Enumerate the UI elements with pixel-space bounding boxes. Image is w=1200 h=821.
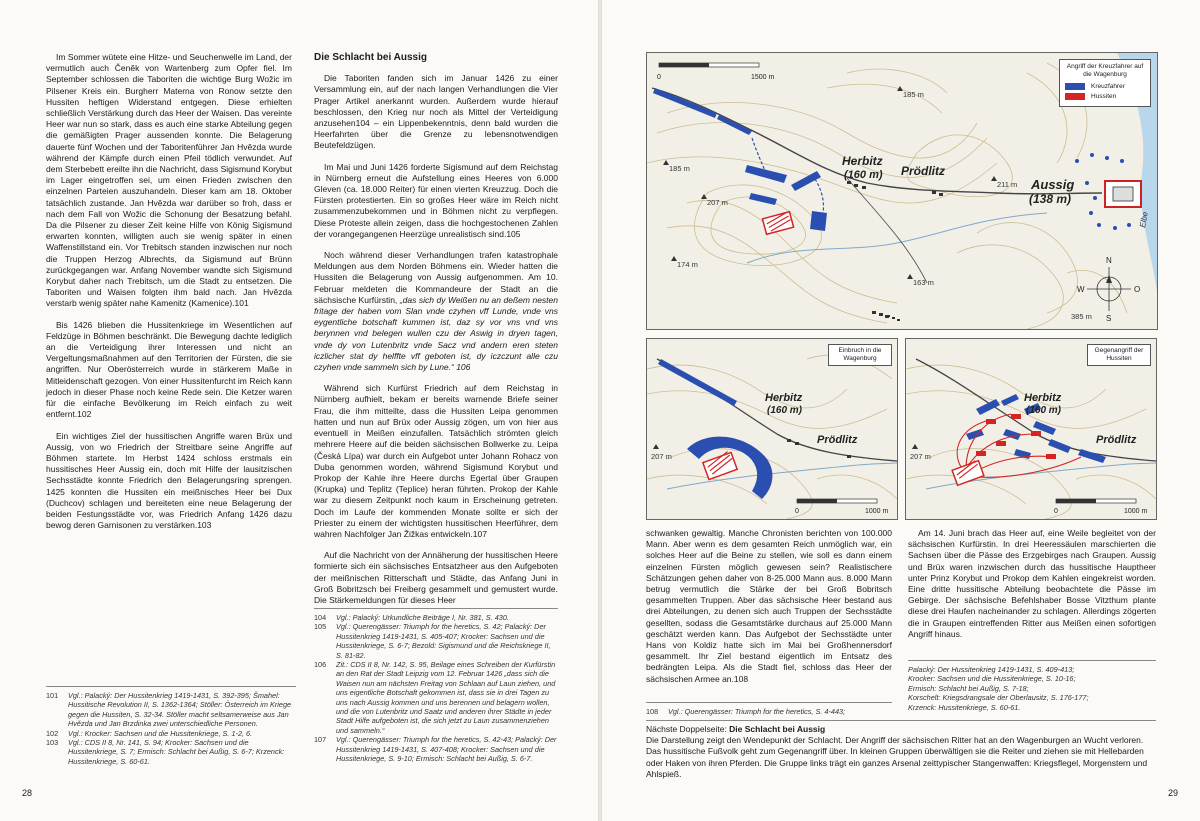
height-label: 207 m [910,452,931,461]
footnote [46,691,296,729]
scale-bar [797,499,877,503]
footnote-line: Krzenck: Hussitenkriege, S. 60-61. [908,702,1021,712]
town-houses [847,181,943,318]
height-label: 185 m [669,164,690,173]
height-label: 207 m [651,452,672,461]
paragraph: Im Mai und Juni 1426 forderte Sigismund auf dem Reichstag in Nürnberg erneut die Aufstellung eines Heeres von 6.000 Gleven (ca. 18.000 Reiter) für einen vierten Kreuzzug. Doch die Fürsten protestierten. Ein so großes Heer wäre im Reich nicht zusammenzubekommen und in Böhmen nicht zu verpflegen. Diese Proteste allein zeigen, dass die hochgestochenen Zahlen der vorangegangenen Heerzüge unrealistisch sind.105 [314,161,558,239]
footnote-line: Korschelt: Kriegsdrangsale der Oberlausitz, S. 176-177; [908,693,1089,703]
footnote-text: Vgl.: Krocker: Sachsen und die Hussitenkriege, S. 1-2, 6. [68,728,253,738]
page-number: 29 [1168,788,1179,798]
footnote-text: Vgl.: Palacký: Der Hussitenkrieg 1419-1431, S. 392-395; Šmahel: Hussitische Revolution II, S. 1362-1364; Stöller: Österreich im Kriege gegen die Hussiten, S. 32-34. Stöller macht seltsamerweise aus Jan Hvězda und Jan Brzdinka zwei unterschiedliche Personen. [68,691,292,729]
paragraph: schwanken gewaltig. Manche Chronisten berichten von 100.000 Mann. Aber wenn es dem gesamten Reich unmöglich war, ein solches Heer auf die Beine zu stellen, wie soll es dann einem einzelnen Fürsten möglich gewesen sein? Realistischere Schätzungen gehen daher von 8-25.000 Mann aus. 8.000 Mann betrug vermutlich die Stärke der bei Groß Bobritsch gesammelten Truppen. Aber das sächsische Heer bestand aus drei Abteilungen, zu denen sich auch Truppen der Sechsstädte gesellten, sodass die Gesamtstärke durchaus auf 25.000 Mann geschätzt werden kann. Das Aufgebot der Sechsstädte unter Hans von Koldiz hatte sich im Mai bei Großhennersdorf gesammelt. Ihr Ziel bestand eigentlich im Entsatz des bedrängten Leipa. Als die Stadt fiel, schloss das Heer der sächsischen Armee an.108 [646,528,892,684]
paragraph: Bis 1426 blieben die Hussitenkriege im Wesentlichen auf Feldzüge in Böhmen beschränkt. Die Bewegung dachte lediglich an die Verteidigung ihrer Interessen und nicht an Vergeltungsmaßnahmen auf den Territorien der Fürsten, die sie angriffen. Nur Oberösterreich wurde in stärkerem Maße in Mitleidenschaft gezogen. Von einer Hussitenfurcht im Reich kann jedoch in dieser Phase noch keine Rede sein. Die Ketzer waren für die einfache Bevölkerung im Reich einfach zu weit entfernt.102 [46,319,292,420]
legend-item-crusaders [1065,83,1145,90]
text-column-2 [314,52,558,616]
paragraph: Während sich Kurfürst Friedrich auf dem Reichstag in Nürnberg aufhielt, bekam er bereits warnende Briefe seiner Frau, die ihm mitteilte, dass die Hussiten Leipa genommen hatten und nun auf Brüx oder Aussig zögen, um von hier aus eventuell in Meißen einzufallen. Tatsächlich strömten gleich mehrere Heere auf die beiden sächsischen Bollwerke zu. Leipa (Česká Lípa) war durch ein Aufgebot unter Johann Rohacz von Duba genommen worden, während Sigismund Korybut und Prokop der Kahle ihre Heere durchs Egertal über Graupen (Krupka) und Teplitz (Teplice) heran führten. Prokop der Kahle war zu diesem Zeitpunkt noch kaum in Erscheinung getreten. Doch im Laufe der kommenden Monate sollte er sich der Priester zu einem der wichtigsten hussitischen Heerführer, dem wahren Nachfolger Jan Žižkas entwickeln.107 [314,383,558,539]
footnote-text: Vgl.: Querengässer: Triumph for the heretics, S. 42-43; Palacký: Der Hussitenkrieg 1419-1431, S. 407-408; Krocker: Sachsen und die Hussitenkriege, S. 9-10; Ermisch: Schlacht bei Außig, S. 6-7. [336,735,557,764]
scale-zero: 0 [657,74,661,81]
section-heading: Die Schlacht bei Aussig [314,52,427,63]
scale-zero: 0 [1054,508,1058,515]
herbitz-alt: (160 m) [767,405,803,416]
legend-label: Kreuzfahrer [1091,83,1125,90]
herbitz-label: Herbitz [842,154,883,168]
prodlitz-label: Prödlitz [901,164,945,178]
footnote-number: 103 [46,738,59,748]
compass-w: W [1077,285,1085,294]
footnote [314,660,558,735]
footnotes-col4 [908,660,1156,712]
main-battle-map [646,52,1158,330]
aussig-alt: (138 m) [1029,192,1072,206]
paragraph: Ein wichtiges Ziel der hussitischen Angriffe waren Brüx und Aussig, von wo Friedrich der Streitbare seine Angriffe auf Böhmen startete. Im Herbst 1424 schloss erstmals ein hussitisches Heer Aussig ein, doch mit Hilfe der lausitzischen Sechsstädte konnte Friedrich den Belagerungsring sprengen. 1425 konnten die Hussiten ein meißnisches Heer bei Dux (Duchcov) schlagen und bereiteten eine neue Belagerung der beiden Festungsstädte vor, was Friedrich Anfang 1426 dazu bewog deren Garnisonen zu verstärken.103 [46,430,292,531]
caption-title: Die Schlacht bei Aussig [729,724,826,734]
height-triangles [653,444,659,449]
hussite-wagenburg [703,451,737,480]
footnote-text: Vgl.: CDS II 8, Nr. 141, S. 94; Krocker: Sachsen und die Hussitenkriege, S. 7; Ermisch: Schlacht bei Außig, S. 6-7; Krzenck: Hussitenkriege, S. 60-61. [68,738,285,766]
caption-text: Die Darstellung zeigt den Wendepunkt der Schlacht. Der Angriff der sächsischen Ritter hat an den Wagenburgen an Wucht verloren. Das hussitische Fußvolk geht zum Gegenangriff über. In kleinen Gruppen überwältigen sie die Reiter und ziehen sie mit Hellebarden oder Haken von ihren Pferden. Die Gruppe links trägt ein ganzes Arsenal zeittypischer Stangenwaffen: Kriegsflegel, Morgenstern und Ahlspieß. [646,735,1148,779]
text-column-3 [646,528,892,695]
footnote-number: 102 [46,728,59,738]
herbitz-label: Herbitz [765,392,803,404]
herbitz-label: Herbitz [1024,392,1062,404]
scale-label: 1000 m [1124,508,1148,515]
aussig-city [1105,181,1141,207]
footnote-number: 105 [314,622,327,632]
footnote-number: 106 [314,660,327,670]
prodlitz-label: Prödlitz [817,434,858,446]
scale-bar [659,63,759,67]
inset-title-box: Gegenangriff der Hussiten [1087,344,1151,366]
scale-label: 1500 m [751,74,775,81]
paragraph [314,250,558,373]
figure-caption [646,720,1156,780]
inset-map-2-graphic [906,339,1156,519]
legend-title: Angriff der Kreuzfahrer auf die Wagenburg [1066,63,1144,78]
inset-map-breach [646,338,898,520]
aussig-label: Aussig [1031,177,1075,192]
river-label: Elbe [1138,211,1150,229]
footnote-text: Vgl.: Querengässer: Triumph for the heretics, S. 4-443; [668,707,846,716]
text-column-4 [908,528,1156,650]
height-label: 185 m [903,90,924,99]
scale-zero: 0 [795,508,799,515]
height-label: 163 m [913,278,934,287]
scale-bar [1056,499,1136,503]
footnote [46,738,296,766]
map-legend [1059,59,1151,107]
footnote-number: 101 [46,691,59,700]
footnotes-right-column [314,608,558,764]
compass-o: O [1134,285,1141,294]
height-label: 207 m [707,198,728,207]
legend-label: Hussiten [1091,93,1117,100]
footnote-number: 108 [646,707,659,716]
footnote-line: Ermisch: Schlacht bei Außig, S. 7-18; [908,683,1029,693]
footnote [314,613,558,622]
footnote-108 [646,702,892,716]
prodlitz-label: Prödlitz [1096,434,1137,446]
height-label: 174 m [677,260,698,269]
hussite-wagenburg [952,460,984,485]
height-triangles [912,444,918,449]
legend-swatch-blue [1065,83,1085,90]
page-number: 28 [22,788,33,798]
paragraph: Am 14. Juni brach das Heer auf, eine Weile begleitet von der sächsischen Kurfürstin. In drei Heeressäulen marschierten die Sachsen über die Pässe des Erzgebirges nach Graupen. Aussig und Brüx waren inzwischen durch das hussitische Hauptheer unter Prinz Korybut und Prokop dem Kahlen eingekreist worden. Eine dritte hussitische Abteilung beobachtete die Pässe im Gebirge. Der sächsische Befehlshaber Bosse Vitzthum plante diese drei Haufen nacheinander zu schlagen. Allerdings zögerten die in Graupen eintreffenden Ritter aus Meißen einen sofortigen Angriff hinaus. [908,528,1156,639]
footnote-line: Palacký: Der Hussitenkrieg 1419-1431, S. 409-413; [908,665,1075,674]
hussite-wagenburg [762,212,793,235]
herbitz-alt: (160 m) [844,169,883,181]
paragraph-text: Noch während dieser Verhandlungen trafen katastrophale Meldungen aus dem Norden Böhmens ein. Wieder hatten die Hussiten die Belagerung von Aussig aufgenommen. Am 10. Februar meldeten die Kommandeure der Stadt an die sächsische Kurfürstin, [314,250,558,305]
footnote-text: Zit.: CDS II 8, Nr. 142, S. 95, Beilage eines Schreiben der Kurfürstin an den Rat der Stadt Leipzig vom 12. Februar 1426 „dass sich die Waisen nun am nächsten Freitag von Schlaan auf Laun ziehen, und uns eigentliche Botschaft gekommen ist, dass sie in drei Tagen zu uns nach Aussig kommen und uns berennen und belagern wollen, und die von Lutenbritz und Saatz und anderen ihrer Städte in jeder Stadt Hilfe aufgeboten ist, die sich jetzt zu Laun zusammenziehen und sammeln.“ [336,660,556,735]
legend-item-hussites [1065,93,1145,100]
footnote-number: 107 [314,735,327,745]
road [847,178,927,283]
footnote [646,707,892,716]
inset-title-box: Einbruch in die Wagenburg [828,344,892,366]
text-column-1 [46,52,292,541]
paragraph: Im Sommer wütete eine Hitze- und Seuchenwelle im Land, der vermutlich auch Čeněk von Wartenberg zum Opfer fiel. Im September schlossen die Taboriten die wichtige Burg Wožic im Pilsener Kreis ein. Burgherr Materna von Ronow setzte den Hussiten heftigen Widerstand entgegen. Diese erhielten schließlich Verstärkung durch das Heer der Waisen. Das vereinte Heer war nun so stark, dass es auch eine starke Abteilung gegen die gemäßigten Prager aussenden konnte. Die Belagerung dauerte fünf Wochen und der Taboritenführer Jan Hvězda wurde während der Kämpfe durch einen Pfeil tödlich verwundet. Auf dem Sterbebett ereilte ihn die Nachricht, dass Sigismund Korybut im Lager eingetroffen sei, um einen Frieden zwischen den einzelnen Parteien auszuhandeln. Dieser kam am 18. Oktober tatsächlich zustande. Jan Hvězda war darüber so froh, dass er nach dem Fall von Wožic die Schonung der Besatzung befahl. Da die Pilsener zu dieser Zeit keine Hilfe von König Sigismund erwarten konnten, willigten auch sie wenig später in einen Waffenstillstand ein. Vor Trebitsch standen inzwischen nur noch die Truppen Herzog Albrechts, da Sigismund auf Brünn zurückgegangen war. Anfang November wandte sich Sigismund Korybut daher nach Trebitsch, um die Stadt zu entsetzen. Die Taboriten und Waisen folgten ihm bald nach. Jan Hvězda verstarb wenig später nahe Kamenitz (Kamenice).101 [46,52,292,309]
crusader-column [653,88,752,135]
footnote-text: Vgl.: Querengässer: Triumph for the heretics, S. 42; Palacký: Der Hussitenkrieg 1419-1431, S. 405-407; Krocker: Sachsen und die Hussitenkriege, S. 6-7; Bezold: Sigismund und die Reichskriege II, S. 81-82. [336,622,551,660]
footnote-number: 104 [314,613,327,622]
height-label: 211 m [997,180,1018,189]
footnote [46,729,296,738]
inset-map-1-graphic [647,339,897,519]
footnote [314,735,558,763]
contour-lines [647,355,897,519]
compass-n: N [1106,256,1112,265]
footnote-line: Krocker: Sachsen und die Hussitenkriege, S. 10-16; [908,674,1076,684]
herbitz-alt: (160 m) [1026,405,1062,416]
legend-swatch-red [1065,93,1085,100]
footnotes-left [46,686,296,766]
footnote [314,622,558,660]
historic-quote: „das sich dy Weißen nu an deßem nesten fritage der haben vom Slan vnde czyhen vff Lunde, vnde vns eygentliche botschaft kummen ist, daz sy vor vns vnd vns berynnen vnd belegen wullen czu der Aswig in dryen tagen, vnde dy von Lutenbritz vnde Sacz vnd andern eren steten iczlicher stat dy helffte vff geboten ist, dy iczczunt alle czu czyhen vnde sammeln sich by Lune.“ 106 [314,294,558,373]
height-label: 385 m [1071,312,1092,321]
caption-prefix: Nächste Doppelseite: [646,724,730,734]
paragraph: Auf die Nachricht von der Annäherung der hussitischen Heere formierte sich ein sächsisches Entsatzheer aus den Aufgeboten der meißnischen Ritterschaft und Städte, das Anfang Juni in Groß Bobritzsch bei Freiberg gesammelt und gemustert wurde. Die Stärkemeldungen für dieses Heer [314,550,558,605]
scale-label: 1000 m [865,508,889,515]
left-page [0,0,598,821]
footnote-text: Vgl.: Palacký: Urkundliche Beiträge I, Nr. 381, S. 430. [336,613,509,622]
compass-rose [1087,267,1131,311]
inset-map-counterattack [905,338,1157,520]
paragraph: Die Taboriten fanden sich im Januar 1426 zu einer Versammlung ein, auf der nach langen Verhandlungen die Vier Prager Artikel anerkannt wurden. Außerdem wurde hierauf beschlossen, den Krieg nur noch als Mittel der Verteidigung anzusehen104 – ein Lippenbekenntnis, denn bald wurden die Heerfahrten über die Grenze zu lebensnotwendigen Beutefeldzügen. [314,73,558,151]
compass-s: S [1106,314,1112,323]
